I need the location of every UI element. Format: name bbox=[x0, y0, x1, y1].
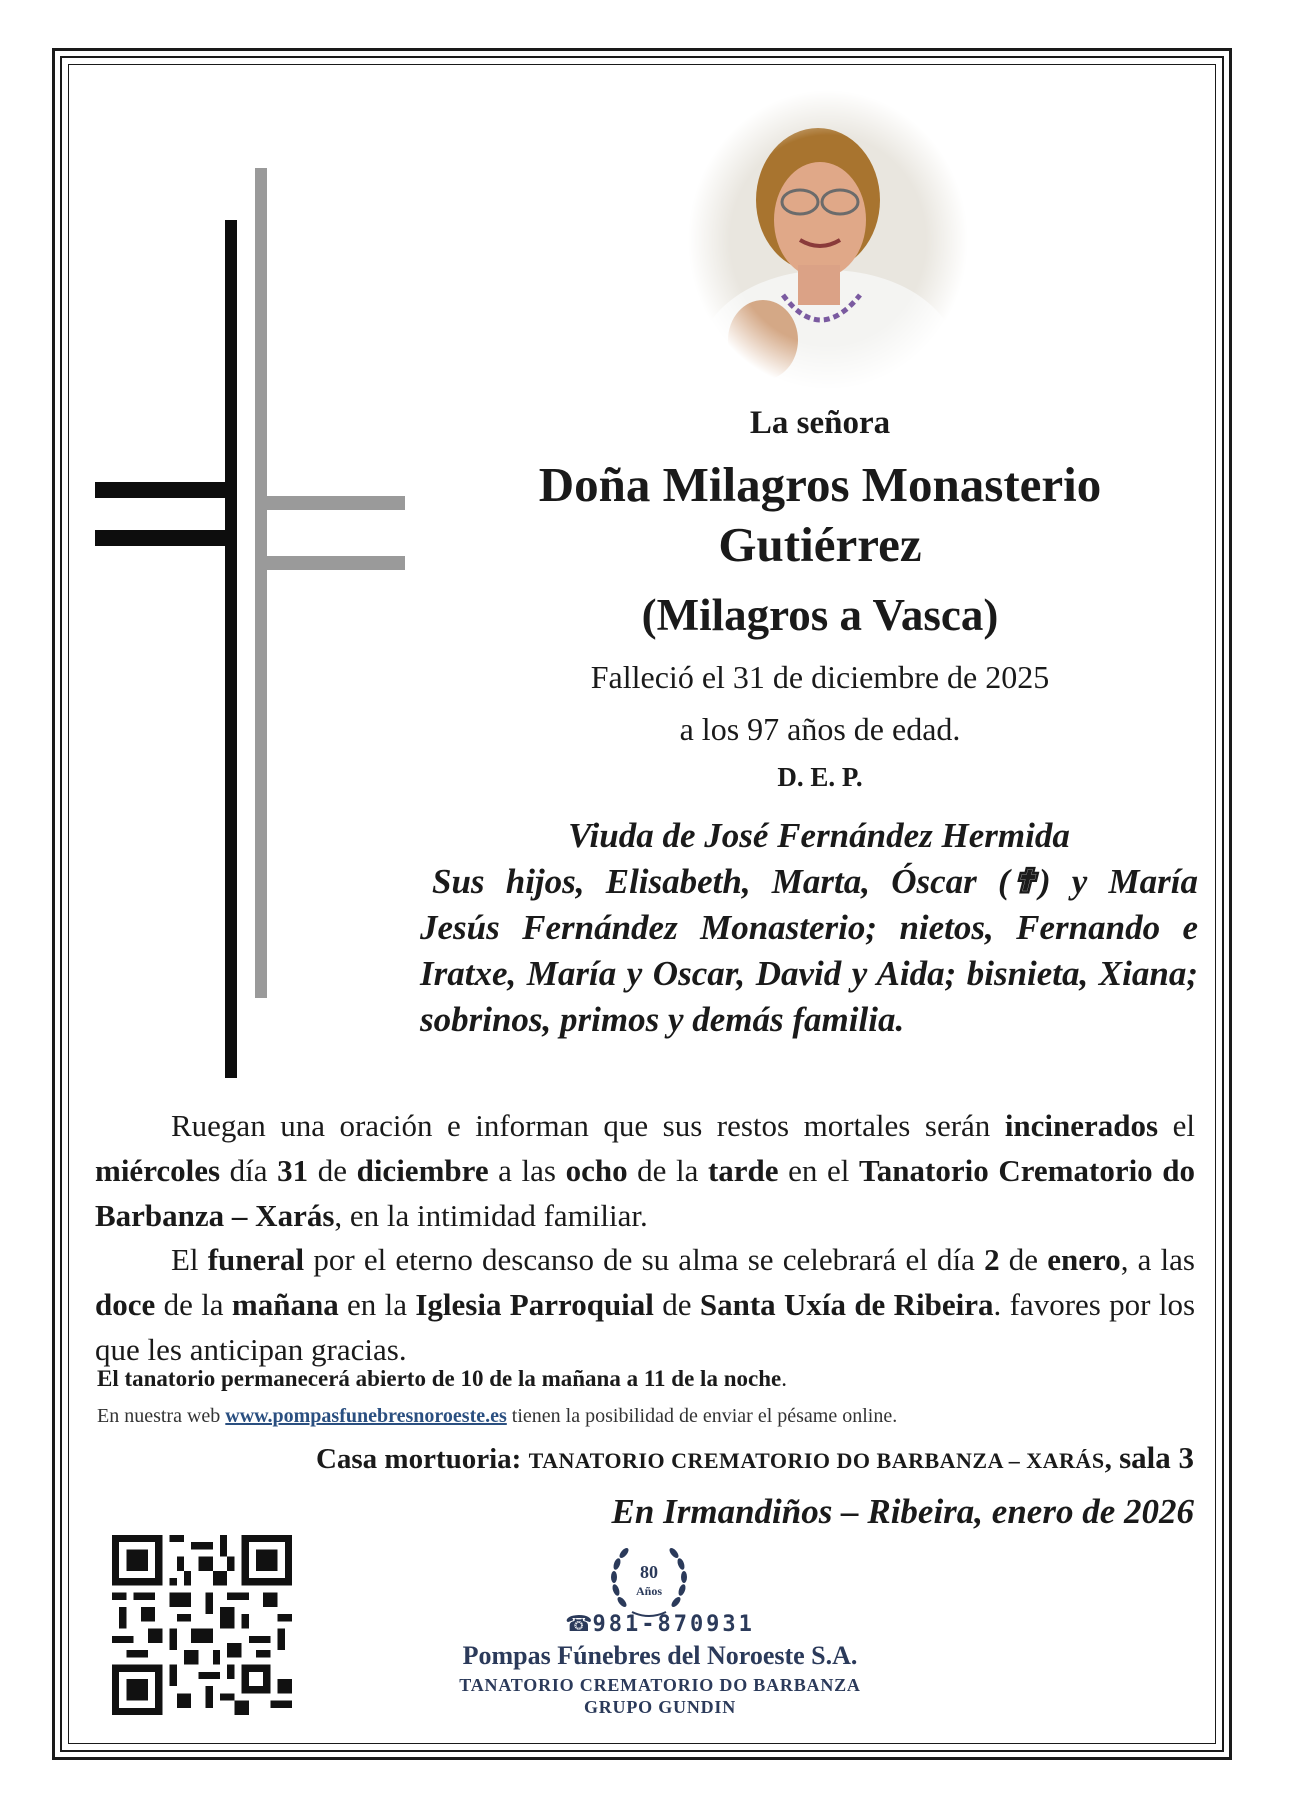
badge-number: 80 bbox=[640, 1562, 658, 1582]
death-info bbox=[470, 651, 1170, 755]
p2-seg: funeral bbox=[207, 1242, 305, 1277]
p1-seg: , en la intimidad familiar. bbox=[334, 1198, 648, 1233]
p2-seg: El bbox=[171, 1242, 208, 1277]
cross-light-right-arm-lower bbox=[255, 556, 405, 570]
p2-seg: enero bbox=[1047, 1242, 1121, 1277]
phone-number: 981-870931 bbox=[592, 1612, 755, 1637]
website-link[interactable]: www.pompasfunebresnoroeste.es bbox=[225, 1405, 507, 1427]
p2-seg: de bbox=[999, 1242, 1048, 1277]
opening-hours bbox=[97, 1366, 787, 1392]
p2-seg: en la bbox=[338, 1287, 416, 1322]
intro-line: La señora bbox=[749, 405, 891, 441]
place-date: En Irmandiños – Ribeira, enero de 2026 bbox=[611, 1492, 1194, 1531]
p2-seg: mañana bbox=[231, 1287, 339, 1322]
portrait-photo bbox=[688, 90, 968, 390]
cross-dark-vertical bbox=[225, 220, 237, 1078]
phone-icon: ☎ bbox=[565, 1612, 593, 1637]
cross-light-right-arm bbox=[255, 496, 405, 510]
casa-place: TANATORIO CREMATORIO DO BARBANZA – XARÁS bbox=[528, 1448, 1105, 1473]
p1-seg: 31 bbox=[277, 1153, 309, 1188]
funeral-paragraph bbox=[95, 1237, 1195, 1372]
family-list bbox=[420, 859, 1198, 1043]
p1-seg: tarde bbox=[707, 1153, 779, 1188]
p1-seg: ocho bbox=[565, 1153, 628, 1188]
cross-icon bbox=[95, 168, 405, 1078]
company-name: Pompas Fúnebres del Noroeste S.A. bbox=[462, 1641, 858, 1670]
p2-seg: de bbox=[653, 1287, 700, 1322]
funeral-home-line bbox=[316, 1440, 1194, 1476]
company-group: GRUPO GUNDIN bbox=[583, 1697, 737, 1717]
web-pre: En nuestra web bbox=[97, 1405, 226, 1427]
phone-line[interactable] bbox=[430, 1612, 890, 1637]
p2-seg: por el eterno descanso de su alma se celebrará el día bbox=[304, 1242, 985, 1277]
p1-seg: en el bbox=[778, 1153, 859, 1188]
p1-seg: día bbox=[220, 1153, 278, 1188]
p1-seg: incinerados bbox=[1004, 1108, 1159, 1143]
laurel-wreath-icon bbox=[604, 1540, 694, 1622]
death-date-line: Falleció el 31 de diciembre de 2025 bbox=[590, 659, 1050, 695]
p2-seg: de la bbox=[155, 1287, 232, 1322]
p2-seg: , a las bbox=[1120, 1242, 1195, 1277]
cross-dark-left-arm-lower bbox=[95, 530, 237, 546]
p1-seg: a las bbox=[488, 1153, 566, 1188]
nickname: (Milagros a Vasca) bbox=[641, 590, 999, 640]
widow-line: Viuda de José Fernández Hermida bbox=[568, 816, 1070, 855]
casa-label: Casa mortuoria: bbox=[315, 1443, 529, 1475]
p1-seg: de la bbox=[627, 1153, 708, 1188]
hours-text: El tanatorio permanecerá abierto de 10 de la mañana a 11 de la noche bbox=[97, 1366, 782, 1391]
rip-line: D. E. P. bbox=[777, 762, 863, 792]
family-part-a: Sus hijos, Elisabeth, Marta, Óscar ( bbox=[432, 862, 1010, 901]
p1-seg: el bbox=[1158, 1108, 1195, 1143]
company-subtitle: TANATORIO CREMATORIO DO BARBANZA bbox=[459, 1675, 861, 1695]
p2-seg: 2 bbox=[984, 1242, 1000, 1277]
deceased-cross-icon: ✟ bbox=[1009, 862, 1039, 901]
p1-seg: Ruegan una oración e informan que sus restos mortales serán bbox=[171, 1108, 1005, 1143]
casa-sep: , bbox=[1104, 1443, 1120, 1475]
deceased-name: Doña Milagros Monasterio Gutiérrez bbox=[538, 457, 1102, 572]
family-part-b: ) y María Jesús Fernández Monasterio; nietos, Fernando e Iratxe, María y Oscar, David y Aida; bisnieta, Xiana; sobrinos, primos y demás familia. bbox=[420, 862, 1198, 1039]
cross-dark-left-arm bbox=[95, 482, 237, 498]
p1-seg: diciembre bbox=[356, 1153, 489, 1188]
badge-word: Años bbox=[635, 1584, 663, 1598]
p2-seg: Iglesia Parroquial bbox=[415, 1287, 654, 1322]
web-post: tienen la posibilidad de enviar el pésame online. bbox=[506, 1405, 898, 1427]
cremation-paragraph bbox=[95, 1103, 1195, 1238]
p1-seg: miércoles bbox=[95, 1153, 221, 1188]
p2-seg: . favores por los que les anticipan gracias. bbox=[95, 1287, 1196, 1367]
p2-seg: Santa Uxía de Ribeira bbox=[699, 1287, 994, 1322]
web-line bbox=[97, 1405, 897, 1428]
p2-seg: doce bbox=[95, 1287, 156, 1322]
age-line: a los 97 años de edad. bbox=[679, 711, 961, 747]
family-block bbox=[420, 813, 1198, 1043]
p1-seg: Tanatorio Crematorio do Barbanza – Xarás bbox=[95, 1153, 1196, 1233]
casa-room: sala 3 bbox=[1119, 1440, 1194, 1475]
hours-end: . bbox=[781, 1366, 787, 1391]
cross-light-vertical bbox=[255, 168, 267, 998]
p1-seg: de bbox=[308, 1153, 357, 1188]
qr-code-icon[interactable] bbox=[112, 1535, 292, 1715]
